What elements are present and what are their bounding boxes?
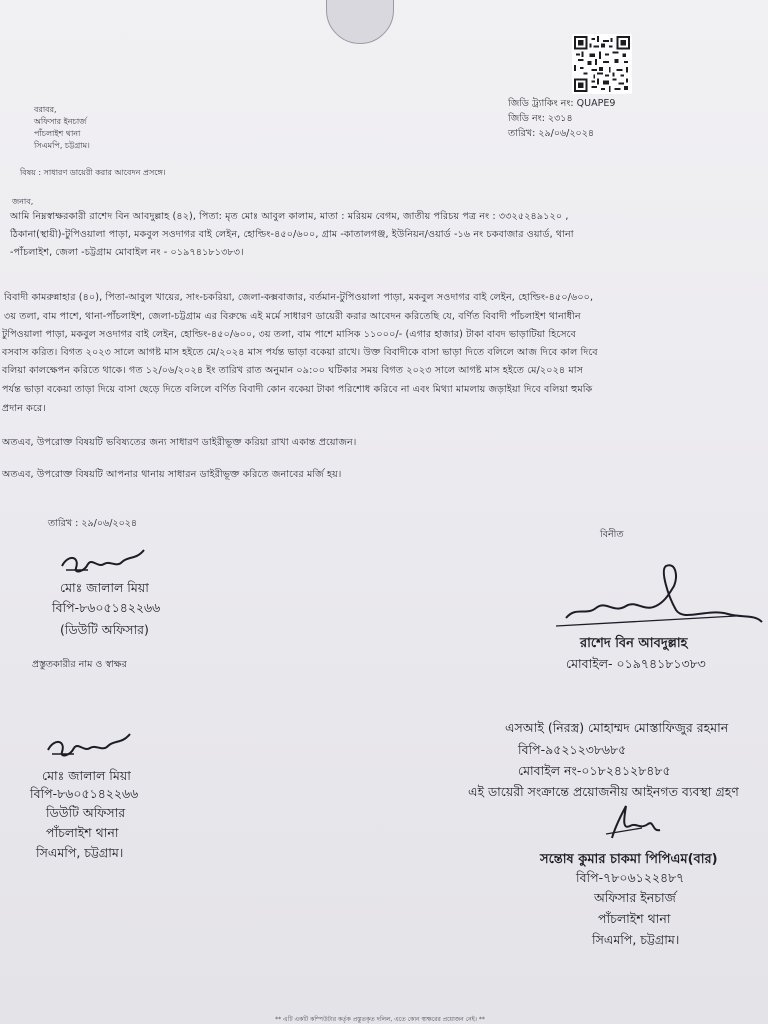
preparer-caption: প্রস্তুতকারীর নাম ও স্বাক্ষর xyxy=(32,659,127,670)
officer-left-bp: বিপি-৮৬০৫১৪২২৬৬ xyxy=(30,786,139,801)
oc-name: সন্তোষ কুমার চাকমা পিপিএম(বার) xyxy=(540,852,718,867)
government-seal-icon xyxy=(326,0,394,44)
officer-left-station: পাঁচলাইশ থানা xyxy=(46,825,119,840)
footnote: ** এটি একটি কম্পিউটার কর্তৃক প্রস্তুতকৃত দলিল, এতে কোন স্বাক্ষরের প্রয়োজন নেই। ** xyxy=(275,1016,485,1023)
body-line: টুপিওয়ালা পাড়া, মকবুল সওদাগর বাই লেইন, হোল্ডিং-৪৫০/৬০০, ৩য় তলা, বাম পাশে মাসিক ১১০০০/- (এগার হাজার) টাকা বাবদ ভাড়াটিয়া হিসেবে xyxy=(2,329,576,340)
body-line: অতএব, উপরোক্ত বিষয়টি ভবিষ্যতের জন্য সাধারণ ডাইরীভূক্ত করিয়া রাখা একান্ত প্রয়োজন। xyxy=(2,437,357,448)
body-line: ৩য় তলা, বাম পাশে, থানা-পাঁচলাইশ, জেলা-চট্টগ্রাম এর বিরুদ্ধে এই মর্মে সাধারণ ডায়েরী করার আবেদন করিতেছি যে, বর্ণিত বিবাদী পাঁচলাইশ থানাধীন xyxy=(4,311,581,322)
signature-duty-officer xyxy=(58,546,150,582)
signature-officer-in-charge xyxy=(602,800,662,844)
closing-word: বিনীত xyxy=(600,529,624,540)
officer-left-name: মোঃ জালাল মিয়া xyxy=(42,768,131,783)
applicant-mobile: মোবাইল- ০১৯৭৪১৮১৩৮৩ xyxy=(566,656,706,671)
investigator-name: এসআই (নিরস্ত্র) মোহাম্মদ মোস্তাফিজুর রহমান xyxy=(505,720,729,735)
gd-tracking-number: জিডি ট্র্যাকিং নং: QUAPE9 xyxy=(508,98,616,109)
officer-left-role: ডিউটি অফিসার xyxy=(46,805,126,820)
body-line: আমি নিম্নস্বাক্ষরকারী রাশেদ বিন আবদুল্লাহ (৪২), পিতা: মৃত মোঃ আবুল কালাম, মাতা : মরিয়ম বেগম, জাতীয় পরিচয় পত্র নং : ৩৩২৫২৪৯১২০ , xyxy=(10,211,569,222)
recipient-line: বরাবর, xyxy=(34,105,57,114)
salutation: জনাব, xyxy=(12,197,34,206)
investigator-bp: বিপি-৯৫২১২৩৮৬৮৫ xyxy=(518,742,627,757)
recipient-line: সিএমপি, চট্টগ্রাম। xyxy=(34,141,90,150)
body-line: প্রদান করে। xyxy=(2,403,46,414)
oc-city: সিএমপি, চট্টগ্রাম। xyxy=(592,932,680,947)
oc-bp: বিপি-৭৮০৬১২২৪৮৭ xyxy=(576,870,685,885)
footer-date: তারিখ : ২৯/০৬/২০২৪ xyxy=(48,518,138,529)
signature-applicant xyxy=(556,556,766,636)
investigator-mobile: মোবাইল নং-০১৮২৪১২৮৪৮৫ xyxy=(518,763,671,778)
body-line: পর্যন্ত ভাড়া বকেয়া তাড়া দিয়ে বাসা ছেড়ে দিতে বলিলে বর্ণিত বিবাদী কোন বকেয়া টাকা পরিশোধ করিবে না এবং মিথ্যা মামলায় জড়াইয়া দিবে বলিয়া হুমকি xyxy=(2,384,593,395)
oc-role: অফিসার ইনচার্জ xyxy=(594,890,676,905)
preparer-name: মোঃ জালাল মিয়া xyxy=(60,580,149,595)
body-line: বসবাস করিত। বিগত ২০২৩ সালে আগষ্ট মাস হইতে মে/২০২৪ মাস পর্যন্ত ভাড়া বকেয়া রাখে। উক্ত বিবাদীকে বাসা ভাড়া দিতে বলিলে আজ দিবে কাল দিবে xyxy=(2,347,598,358)
body-line: বলিয়া কালক্ষেপন করিতে থাকে। গত ১২/০৬/২০২৪ ইং তারিখ রাত অনুমান ০৯:০০ ঘটিকার সময় বিগত ২০২৩ সালে আগষ্ট মাস হইতে মে/২০২৪ মাস xyxy=(2,365,584,376)
body-line: ঠিকানা(স্থায়ী)-টুপিওয়ালা পাড়া, মকবুল সওদাগর বাই লেইন, হোল্ডিং-৪৫০/৬০০, গ্রাম -কাতালগঞ্জ, ইউনিয়ন/ওয়ার্ড -১৬ নং চকবাজার ওয়ার্ড, থানা xyxy=(10,229,574,240)
gd-date: তারিখ: ২৯/০৬/২০২৪ xyxy=(508,128,595,139)
oc-station: পাঁচলাইশ থানা xyxy=(598,911,671,926)
preparer-bp: বিপি-৮৬০৫১৪২২৬৬ xyxy=(52,600,161,615)
qr-code-icon xyxy=(572,34,632,94)
signature-duty-officer-2 xyxy=(44,730,136,766)
recipient-line: পাঁচলাইশ থানা xyxy=(34,129,81,138)
preparer-role: (ডিউটি অফিসার) xyxy=(60,622,149,637)
subject-line: বিষয় : সাধারণ ডায়েরী করার আবেদন প্রসঙ্গে। xyxy=(20,168,166,177)
applicant-name: রাশেদ বিন আবদুল্লাহ xyxy=(580,636,688,651)
investigator-note: এই ডায়েরী সংক্রান্তে প্রয়োজনীয় আইনগত ব্যবস্থা গ্রহণ xyxy=(468,784,739,799)
gd-number: জিডি নং: ২৩১৪ xyxy=(508,113,573,124)
officer-left-city: সিএমপি, চট্টগ্রাম। xyxy=(36,845,124,860)
body-line: -পাঁচলাইশ, জেলা -চট্টগ্রাম মোবাইল নং - ০১৯৭৪১৮১৩৮৩। xyxy=(10,247,244,258)
body-line: বিবাদী কামরুন্নাহার (৪০), পিতা-আবুল খায়ের, সাং-চকরিয়া, জেলা-কক্সবাজার, বর্তমান-টুপিওয়ালা পাড়া, মকবুল সওদাগর বাই লেইন, হোল্ডিং-৪৫০/৬০০, xyxy=(4,292,594,303)
recipient-line: অফিসার ইনচার্জ xyxy=(34,117,87,126)
body-line: অতএব, উপরোক্ত বিষয়টি আপনার থানায় সাধারন ডাইরীভূক্ত করিতে জনাবের মর্জি হয়। xyxy=(2,469,342,480)
